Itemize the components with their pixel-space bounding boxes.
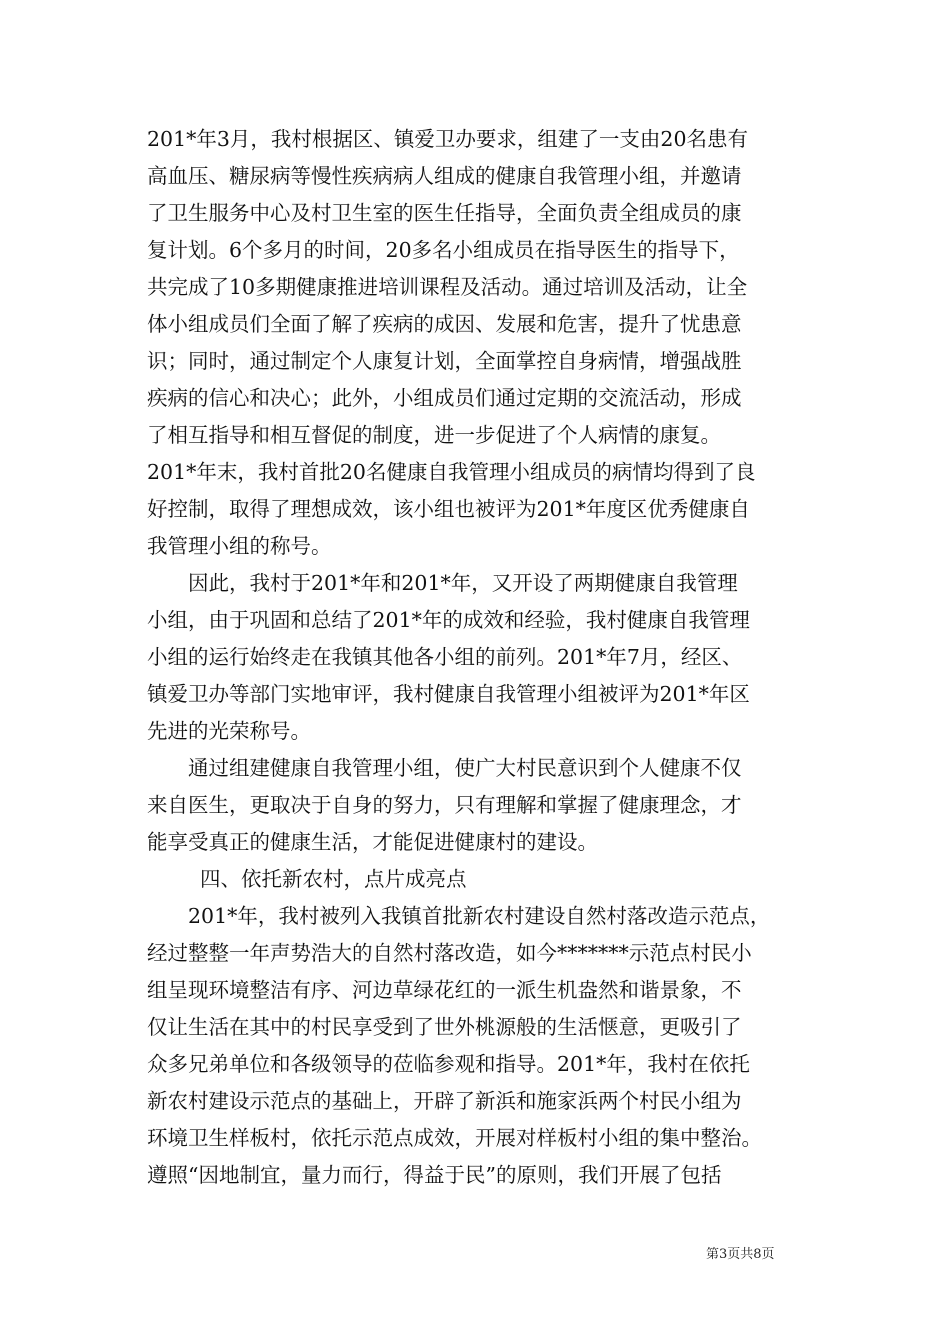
- body-text-line: 先进的光荣称号。: [147, 719, 311, 743]
- body-text-line: 仅让生活在其中的村民享受到了世外桃源般的生活惬意，更吸引了: [147, 1015, 742, 1039]
- body-text-line: 众多兄弟单位和各级领导的莅临参观和指导。201*年，我村在依托: [147, 1052, 750, 1076]
- body-text-line: 小组，由于巩固和总结了201*年的成效和经验，我村健康自我管理: [147, 608, 750, 632]
- paragraph-first-line: 通过组建健康自我管理小组，使广大村民意识到个人健康不仅: [188, 756, 742, 780]
- body-text-line: 复计划。6个多月的时间，20多名小组成员在指导医生的指导下，: [147, 238, 740, 262]
- body-text-line: 小组的运行始终走在我镇其他各小组的前列。201*年7月，经区、: [147, 645, 743, 669]
- section-heading: 四、依托新农村，点片成亮点: [200, 867, 467, 891]
- body-text-line: 环境卫生样板村，依托示范点成效，开展对样板村小组的集中整治。: [147, 1126, 762, 1150]
- body-text-line: 201*年3月，我村根据区、镇爱卫办要求，组建了一支由20名患有: [147, 127, 749, 151]
- paragraph-first-line: 因此，我村于201*年和201*年，又开设了两期健康自我管理: [188, 571, 738, 595]
- body-text-line: 高血压、糖尿病等慢性疾病病人组成的健康自我管理小组，并邀请: [147, 164, 742, 188]
- body-text-line: 201*年末，我村首批20名健康自我管理小组成员的病情均得到了良: [147, 460, 756, 484]
- body-text-line: 识；同时，通过制定个人康复计划，全面掌控自身病情，增强战胜: [147, 349, 742, 373]
- body-text-line: 镇爱卫办等部门实地审评，我村健康自我管理小组被评为201*年区: [147, 682, 750, 706]
- body-text-line: 新农村建设示范点的基础上，开辟了新浜和施家浜两个村民小组为: [147, 1089, 742, 1113]
- page-number-footer: 第3页共8页: [706, 1247, 775, 1262]
- body-text-line: 我管理小组的称号。: [147, 534, 332, 558]
- body-text-line: 组呈现环境整洁有序、河边草绿花红的一派生机盎然和谐景象，不: [147, 978, 742, 1002]
- paragraph-first-line: 201*年，我村被列入我镇首批新农村建设自然村落改造示范点，: [188, 904, 771, 928]
- body-text-line: 经过整整一年声势浩大的自然村落改造，如今*******示范点村民小: [147, 941, 752, 965]
- body-text-line: 遵照“因地制宜，量力而行，得益于民”的原则，我们开展了包括: [147, 1163, 722, 1187]
- body-text-line: 体小组成员们全面了解了疾病的成因、发展和危害，提升了忧患意: [147, 312, 742, 336]
- body-text-line: 能享受真正的健康生活，才能促进健康村的建设。: [147, 830, 598, 854]
- body-text-line: 共完成了10多期健康推进培训课程及活动。通过培训及活动，让全: [147, 275, 748, 299]
- body-text-line: 疾病的信心和决心；此外，小组成员们通过定期的交流活动，形成: [147, 386, 742, 410]
- body-text-line: 了卫生服务中心及村卫生室的医生任指导，全面负责全组成员的康: [147, 201, 742, 225]
- body-text-line: 好控制，取得了理想成效，该小组也被评为201*年度区优秀健康自: [147, 497, 750, 521]
- body-text-line: 来自医生，更取决于自身的努力，只有理解和掌握了健康理念，才: [147, 793, 742, 817]
- body-text-line: 了相互指导和相互督促的制度，进一步促进了个人病情的康复。: [147, 423, 721, 447]
